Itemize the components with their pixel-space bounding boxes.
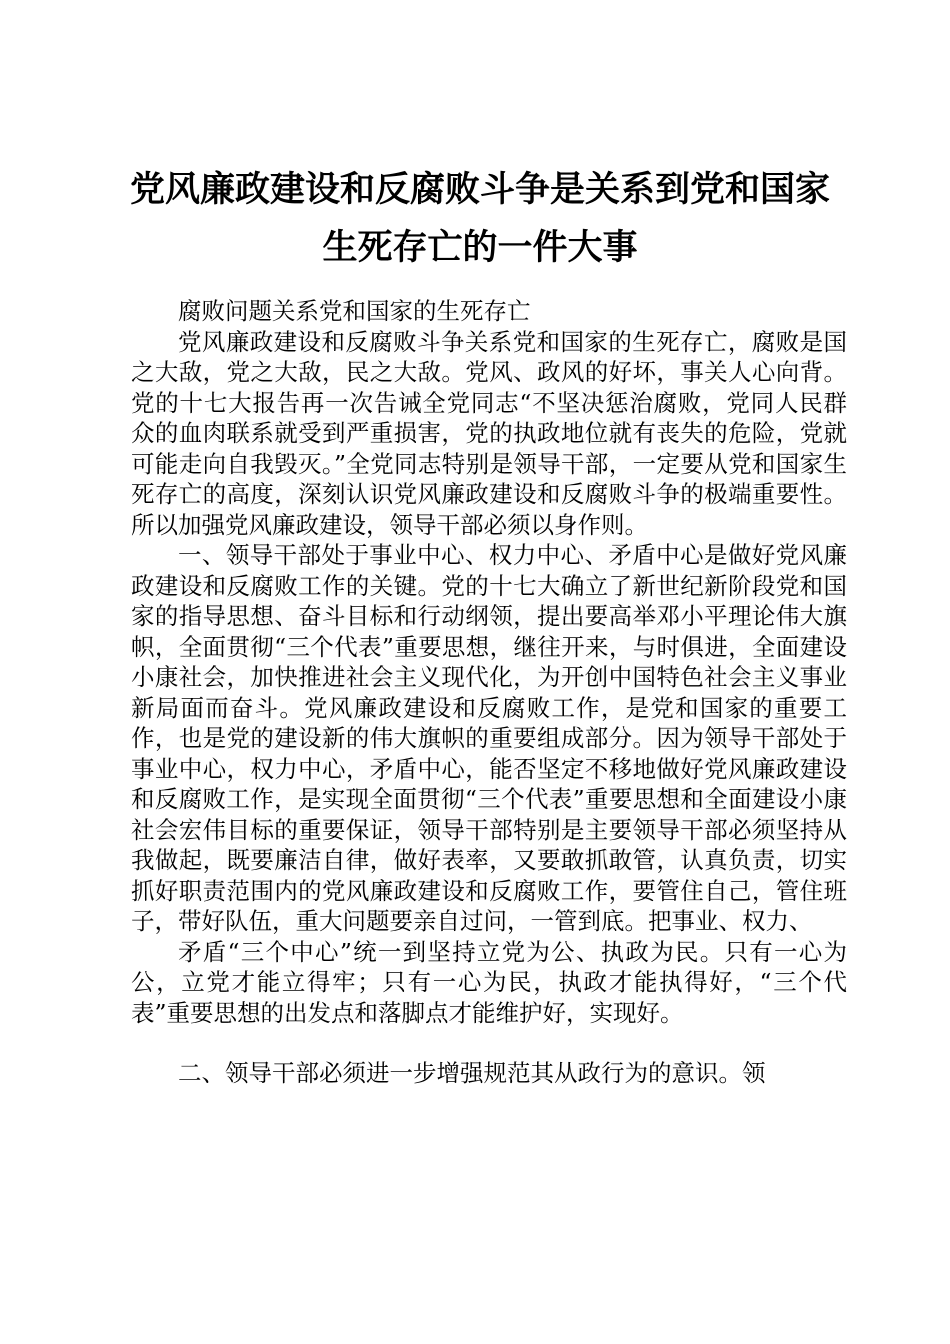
paragraph-section-1-continued: 矛盾“三个中心”统一到坚持立党为公、执政为民。只有一心为公，立党才能立得牢；只有一心为民，执政才能执得好，“三个代表”重要思想的出发点和落脚点才能维护好，实现好。 [131, 937, 847, 1027]
paragraph-section-1: 一、领导干部处于事业中心、权力中心、矛盾中心是做好党风廉政建设和反腐败工作的关键。党的十七大确立了新世纪新阶段党和国家的指导思想、奋斗目标和行动纲领，提出要高举邓小平理论伟大旗帜，全面贯彻“三个代表”重要思想，继往开来，与时俱进，全面建设小康社会，加快推进社会主义现代化，为开创中国特色社会主义事业新局面而奋斗。党风廉政建设和反腐败工作，是党和国家的重要工作，也是党的建设新的伟大旗帜的重要组成部分。因为领导干部处于事业中心，权力中心，矛盾中心，能否坚定不移地做好党风廉政建设和反腐败工作，是实现全面贯彻“三个代表”重要思想和全面建设小康社会宏伟目标的重要保证，领导干部特别是主要领导干部必须坚持从我做起，既要廉洁自律，做好表率，又要敢抓敢管，认真负责，切实抓好职责范围内的党风廉政建设和反腐败工作，要管住自己，管住班子，带好队伍，重大问题要亲自过问，一管到底。把事业、权力、 [131, 541, 847, 935]
document-title-line-1: 党风廉政建设和反腐败斗争是关系到党和国家 [129, 169, 830, 210]
document-body [131, 296, 847, 1089]
document-title-line-2: 生死存亡的一件大事 [322, 227, 638, 268]
paragraph-section-2: 二、领导干部必须进一步增强规范其从政行为的意识。领 [178, 1059, 766, 1087]
paragraph-subtitle: 腐败问题关系党和国家的生死存亡 [178, 297, 531, 325]
paragraph-intro: 党风廉政建设和反腐败斗争关系党和国家的生死存亡，腐败是国之大敌，党之大敌，民之大敌。党风、政风的好坏，事关人心向背。党的十七大报告再一次告诫全党同志“不坚决惩治腐败，党同人民群众的血肉联系就受到严重损害，党的执政地位就有丧失的危险，党就可能走向自我毁灭。”全党同志特别是领导干部，一定要从党和国家生死存亡的高度，深刻认识党风廉政建设和反腐败斗争的极端重要性。所以加强党风廉政建设，领导干部必须以身作则。 [131, 327, 847, 539]
